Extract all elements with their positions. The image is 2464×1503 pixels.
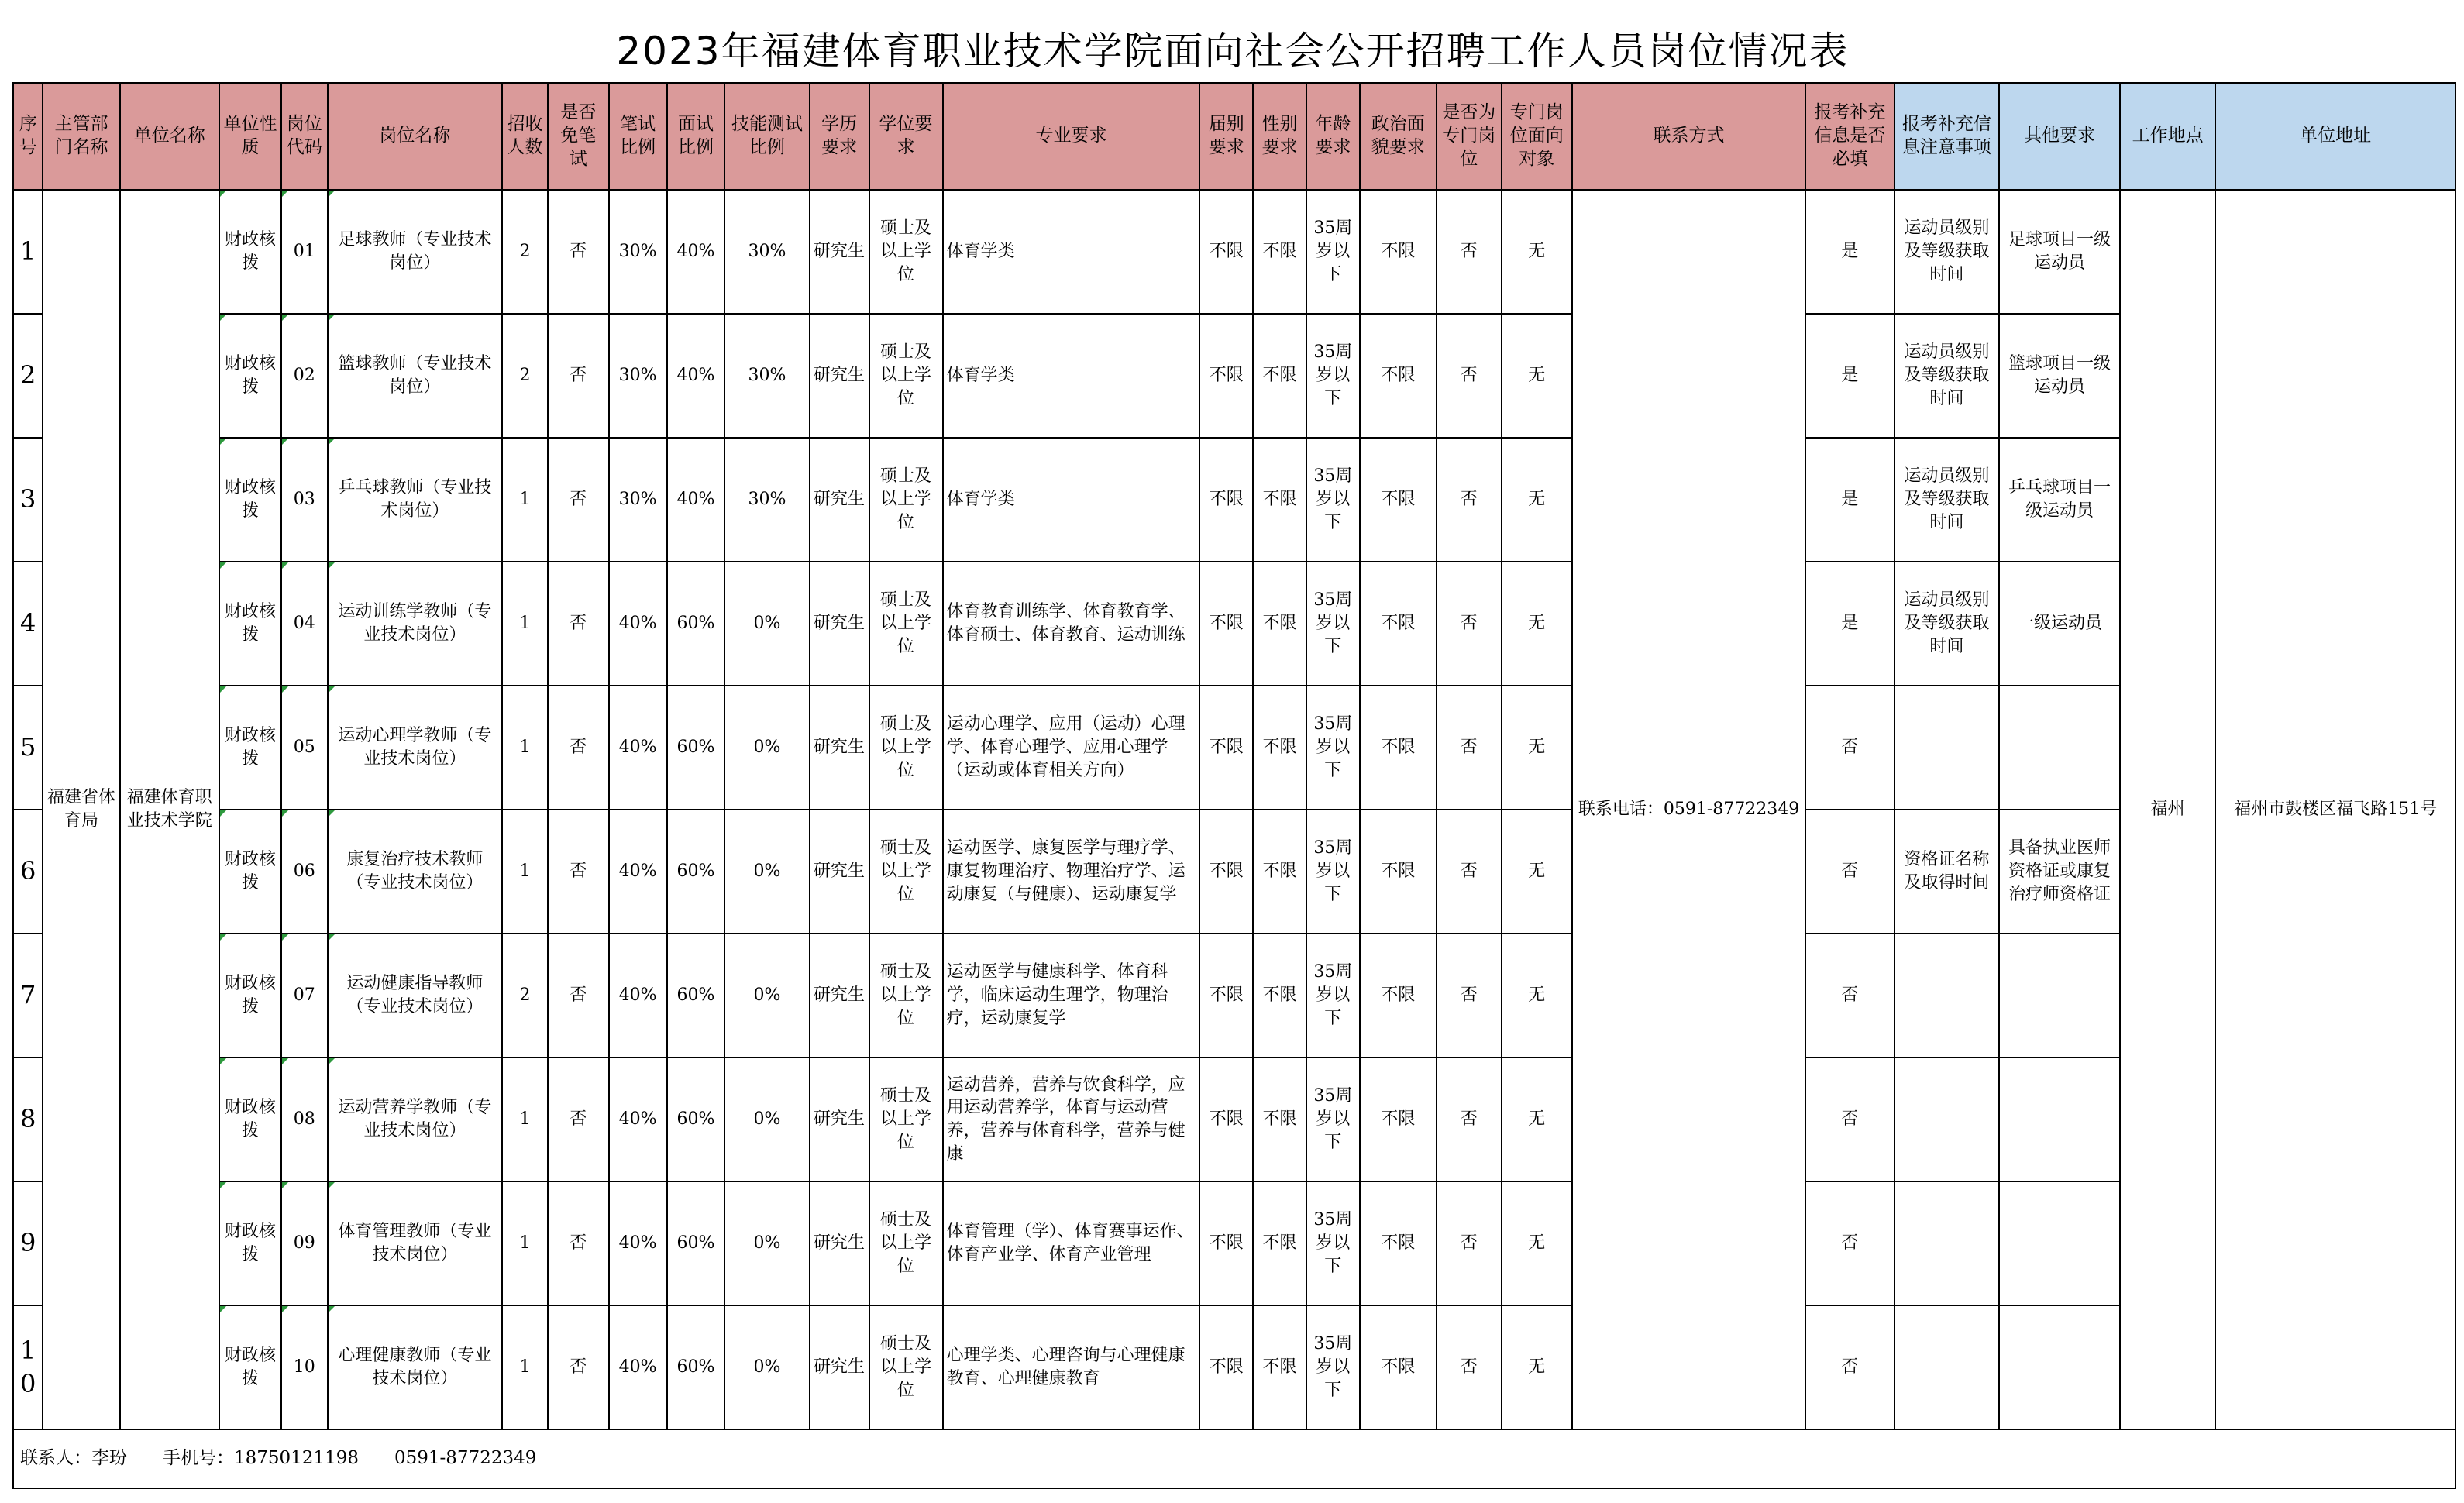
cell-gender: 不限 bbox=[1253, 1181, 1306, 1305]
header-contact: 联系方式 bbox=[1572, 83, 1805, 190]
cell-other bbox=[1999, 1058, 2120, 1181]
cell-degree: 硕士及以上学位 bbox=[869, 314, 943, 438]
cell-exempt: 否 bbox=[548, 438, 609, 562]
cell-count: 1 bbox=[502, 1058, 548, 1181]
cell-name: 运动营养学教师（专业技术岗位） bbox=[328, 1058, 503, 1181]
cell-political: 不限 bbox=[1360, 314, 1437, 438]
header-count: 招收人数 bbox=[502, 83, 548, 190]
cell-gender: 不限 bbox=[1253, 810, 1306, 934]
cell-unit: 福建体育职业技术学院 bbox=[120, 190, 219, 1429]
cell-exempt: 否 bbox=[548, 190, 609, 314]
cell-political: 不限 bbox=[1360, 686, 1437, 810]
header-code: 岗位代码 bbox=[281, 83, 328, 190]
cell-major: 运动心理学、应用（运动）心理学、体育心理学、应用心理学（运动或体育相关方向） bbox=[943, 686, 1200, 810]
cell-degree: 硕士及以上学位 bbox=[869, 1058, 943, 1181]
cell-edu: 研究生 bbox=[810, 438, 869, 562]
cell-political: 不限 bbox=[1360, 1058, 1437, 1181]
cell-gender: 不限 bbox=[1253, 190, 1306, 314]
cell-special: 否 bbox=[1437, 1181, 1502, 1305]
cell-major: 心理学类、心理咨询与心理健康教育、心理健康教育 bbox=[943, 1305, 1200, 1429]
cell-supp: 否 bbox=[1805, 1181, 1894, 1305]
header-interview: 面试比例 bbox=[667, 83, 725, 190]
cell-interview: 60% bbox=[667, 1181, 725, 1305]
cell-other: 一级运动员 bbox=[1999, 562, 2120, 686]
header-edu: 学历要求 bbox=[810, 83, 869, 190]
cell-nature: 财政核拨 bbox=[219, 810, 281, 934]
cell-code: 01 bbox=[281, 190, 328, 314]
cell-interview: 60% bbox=[667, 686, 725, 810]
cell-nature: 财政核拨 bbox=[219, 686, 281, 810]
cell-exempt: 否 bbox=[548, 1305, 609, 1429]
cell-written: 40% bbox=[609, 1305, 667, 1429]
cell-exempt: 否 bbox=[548, 810, 609, 934]
cell-exempt: 否 bbox=[548, 562, 609, 686]
header-dept: 主管部门名称 bbox=[43, 83, 119, 190]
header-other: 其他要求 bbox=[1999, 83, 2120, 190]
cell-supp: 是 bbox=[1805, 438, 1894, 562]
header-special: 是否为专门岗位 bbox=[1437, 83, 1502, 190]
cell-target: 无 bbox=[1502, 1305, 1572, 1429]
cell-interview: 60% bbox=[667, 562, 725, 686]
cell-place: 福州 bbox=[2120, 190, 2215, 1429]
cell-target: 无 bbox=[1502, 314, 1572, 438]
cell-code: 06 bbox=[281, 810, 328, 934]
cell-other bbox=[1999, 686, 2120, 810]
cell-interview: 60% bbox=[667, 810, 725, 934]
cell-degree: 硕士及以上学位 bbox=[869, 438, 943, 562]
header-row bbox=[13, 83, 2455, 190]
cell-age: 35周岁以下 bbox=[1306, 438, 1360, 562]
cell-gender: 不限 bbox=[1253, 934, 1306, 1058]
cell-seq: 3 bbox=[13, 438, 43, 562]
cell-other bbox=[1999, 1181, 2120, 1305]
cell-supp: 否 bbox=[1805, 686, 1894, 810]
header-supp: 报考补充信息是否必填 bbox=[1805, 83, 1894, 190]
table-row bbox=[13, 810, 2455, 934]
cell-nature: 财政核拨 bbox=[219, 1181, 281, 1305]
cell-edu: 研究生 bbox=[810, 810, 869, 934]
cell-grad: 不限 bbox=[1199, 1058, 1253, 1181]
cell-seq: 7 bbox=[13, 934, 43, 1058]
cell-suppnote bbox=[1894, 1058, 2000, 1181]
cell-supp: 否 bbox=[1805, 934, 1894, 1058]
cell-seq: 8 bbox=[13, 1058, 43, 1181]
cell-written: 30% bbox=[609, 438, 667, 562]
cell-written: 30% bbox=[609, 190, 667, 314]
cell-seq: 9 bbox=[13, 1181, 43, 1305]
cell-other: 乒乓球项目一级运动员 bbox=[1999, 438, 2120, 562]
cell-edu: 研究生 bbox=[810, 1058, 869, 1181]
header-grad: 届别要求 bbox=[1199, 83, 1253, 190]
cell-skill: 0% bbox=[724, 1305, 809, 1429]
cell-nature: 财政核拨 bbox=[219, 1058, 281, 1181]
cell-special: 否 bbox=[1437, 314, 1502, 438]
header-exempt: 是否免笔试 bbox=[548, 83, 609, 190]
cell-political: 不限 bbox=[1360, 438, 1437, 562]
cell-grad: 不限 bbox=[1199, 314, 1253, 438]
cell-name: 康复治疗技术教师（专业技术岗位） bbox=[328, 810, 503, 934]
cell-special: 否 bbox=[1437, 190, 1502, 314]
header-suppnote: 报考补充信息注意事项 bbox=[1894, 83, 2000, 190]
cell-name: 足球教师（专业技术岗位） bbox=[328, 190, 503, 314]
cell-grad: 不限 bbox=[1199, 934, 1253, 1058]
cell-seq: 6 bbox=[13, 810, 43, 934]
table-row bbox=[13, 686, 2455, 810]
cell-target: 无 bbox=[1502, 810, 1572, 934]
header-major: 专业要求 bbox=[943, 83, 1200, 190]
cell-count: 2 bbox=[502, 934, 548, 1058]
cell-nature: 财政核拨 bbox=[219, 438, 281, 562]
cell-target: 无 bbox=[1502, 562, 1572, 686]
cell-age: 35周岁以下 bbox=[1306, 934, 1360, 1058]
header-target: 专门岗位面向对象 bbox=[1502, 83, 1572, 190]
cell-special: 否 bbox=[1437, 934, 1502, 1058]
cell-political: 不限 bbox=[1360, 934, 1437, 1058]
cell-code: 03 bbox=[281, 438, 328, 562]
cell-target: 无 bbox=[1502, 1181, 1572, 1305]
cell-nature: 财政核拨 bbox=[219, 314, 281, 438]
cell-interview: 60% bbox=[667, 1058, 725, 1181]
cell-supp: 否 bbox=[1805, 1058, 1894, 1181]
cell-name: 运动心理学教师（专业技术岗位） bbox=[328, 686, 503, 810]
cell-edu: 研究生 bbox=[810, 1305, 869, 1429]
cell-degree: 硕士及以上学位 bbox=[869, 1305, 943, 1429]
cell-written: 40% bbox=[609, 934, 667, 1058]
cell-seq: 5 bbox=[13, 686, 43, 810]
cell-count: 1 bbox=[502, 438, 548, 562]
cell-code: 09 bbox=[281, 1181, 328, 1305]
cell-code: 05 bbox=[281, 686, 328, 810]
header-place: 工作地点 bbox=[2120, 83, 2215, 190]
cell-exempt: 否 bbox=[548, 686, 609, 810]
cell-suppnote: 运动员级别及等级获取时间 bbox=[1894, 314, 2000, 438]
cell-edu: 研究生 bbox=[810, 314, 869, 438]
cell-seq: 4 bbox=[13, 562, 43, 686]
header-unit: 单位名称 bbox=[120, 83, 219, 190]
cell-age: 35周岁以下 bbox=[1306, 314, 1360, 438]
cell-special: 否 bbox=[1437, 686, 1502, 810]
cell-grad: 不限 bbox=[1199, 1305, 1253, 1429]
cell-interview: 40% bbox=[667, 190, 725, 314]
cell-count: 1 bbox=[502, 1181, 548, 1305]
cell-major: 运动医学、康复医学与理疗学、康复物理治疗、物理治疗学、运动康复（与健康）、运动康复学 bbox=[943, 810, 1200, 934]
cell-supp: 是 bbox=[1805, 190, 1894, 314]
cell-skill: 0% bbox=[724, 686, 809, 810]
cell-nature: 财政核拨 bbox=[219, 934, 281, 1058]
cell-suppnote bbox=[1894, 1305, 2000, 1429]
cell-target: 无 bbox=[1502, 1058, 1572, 1181]
cell-major: 体育学类 bbox=[943, 438, 1200, 562]
cell-political: 不限 bbox=[1360, 810, 1437, 934]
cell-edu: 研究生 bbox=[810, 562, 869, 686]
header-age: 年龄要求 bbox=[1306, 83, 1360, 190]
cell-other bbox=[1999, 934, 2120, 1058]
cell-skill: 0% bbox=[724, 810, 809, 934]
table-row bbox=[13, 1305, 2455, 1429]
cell-suppnote: 运动员级别及等级获取时间 bbox=[1894, 438, 2000, 562]
cell-exempt: 否 bbox=[548, 314, 609, 438]
cell-seq: 10 bbox=[13, 1305, 43, 1429]
cell-count: 1 bbox=[502, 810, 548, 934]
cell-age: 35周岁以下 bbox=[1306, 562, 1360, 686]
cell-name: 心理健康教师（专业技术岗位） bbox=[328, 1305, 503, 1429]
cell-political: 不限 bbox=[1360, 1305, 1437, 1429]
footer-contact: 联系人：李玢 手机号：18750121198 0591-87722349 bbox=[13, 1429, 2455, 1488]
cell-special: 否 bbox=[1437, 1305, 1502, 1429]
table-row bbox=[13, 190, 2455, 314]
table-row bbox=[13, 934, 2455, 1058]
cell-nature: 财政核拨 bbox=[219, 190, 281, 314]
cell-written: 40% bbox=[609, 1058, 667, 1181]
header-address: 单位地址 bbox=[2215, 83, 2455, 190]
cell-gender: 不限 bbox=[1253, 438, 1306, 562]
cell-major: 运动医学与健康科学、体育科学，临床运动生理学，物理治疗，运动康复学 bbox=[943, 934, 1200, 1058]
cell-name: 运动训练学教师（专业技术岗位） bbox=[328, 562, 503, 686]
cell-special: 否 bbox=[1437, 562, 1502, 686]
cell-code: 02 bbox=[281, 314, 328, 438]
cell-address: 福州市鼓楼区福飞路151号 bbox=[2215, 190, 2455, 1429]
cell-major: 体育教育训练学、体育教育学、体育硕士、体育教育、运动训练 bbox=[943, 562, 1200, 686]
cell-dept: 福建省体育局 bbox=[43, 190, 119, 1429]
cell-code: 04 bbox=[281, 562, 328, 686]
cell-skill: 0% bbox=[724, 1058, 809, 1181]
cell-suppnote: 资格证名称及取得时间 bbox=[1894, 810, 2000, 934]
table-row bbox=[13, 1058, 2455, 1181]
cell-age: 35周岁以下 bbox=[1306, 190, 1360, 314]
cell-edu: 研究生 bbox=[810, 934, 869, 1058]
cell-nature: 财政核拨 bbox=[219, 1305, 281, 1429]
page-title: 2023年福建体育职业技术学院面向社会公开招聘工作人员岗位情况表 bbox=[616, 29, 1850, 74]
cell-supp: 是 bbox=[1805, 314, 1894, 438]
cell-age: 35周岁以下 bbox=[1306, 1181, 1360, 1305]
cell-target: 无 bbox=[1502, 438, 1572, 562]
recruitment-table bbox=[12, 82, 2456, 1489]
table-row bbox=[13, 562, 2455, 686]
cell-degree: 硕士及以上学位 bbox=[869, 1181, 943, 1305]
table-row bbox=[13, 1181, 2455, 1305]
cell-nature: 财政核拨 bbox=[219, 562, 281, 686]
cell-political: 不限 bbox=[1360, 190, 1437, 314]
cell-edu: 研究生 bbox=[810, 1181, 869, 1305]
cell-gender: 不限 bbox=[1253, 314, 1306, 438]
cell-degree: 硕士及以上学位 bbox=[869, 810, 943, 934]
cell-interview: 40% bbox=[667, 438, 725, 562]
cell-exempt: 否 bbox=[548, 1058, 609, 1181]
header-gender: 性别要求 bbox=[1253, 83, 1306, 190]
cell-name: 运动健康指导教师（专业技术岗位） bbox=[328, 934, 503, 1058]
cell-age: 35周岁以下 bbox=[1306, 1305, 1360, 1429]
cell-grad: 不限 bbox=[1199, 438, 1253, 562]
cell-political: 不限 bbox=[1360, 562, 1437, 686]
cell-written: 40% bbox=[609, 562, 667, 686]
cell-count: 1 bbox=[502, 1305, 548, 1429]
cell-suppnote: 运动员级别及等级获取时间 bbox=[1894, 190, 2000, 314]
header-seq: 序号 bbox=[13, 83, 43, 190]
header-nature: 单位性质 bbox=[219, 83, 281, 190]
cell-grad: 不限 bbox=[1199, 190, 1253, 314]
cell-gender: 不限 bbox=[1253, 1058, 1306, 1181]
cell-code: 10 bbox=[281, 1305, 328, 1429]
cell-name: 篮球教师（专业技术岗位） bbox=[328, 314, 503, 438]
cell-age: 35周岁以下 bbox=[1306, 686, 1360, 810]
cell-major: 体育学类 bbox=[943, 314, 1200, 438]
cell-name: 体育管理教师（专业技术岗位） bbox=[328, 1181, 503, 1305]
cell-special: 否 bbox=[1437, 438, 1502, 562]
cell-code: 07 bbox=[281, 934, 328, 1058]
cell-skill: 0% bbox=[724, 1181, 809, 1305]
cell-exempt: 否 bbox=[548, 934, 609, 1058]
cell-interview: 40% bbox=[667, 314, 725, 438]
cell-suppnote: 运动员级别及等级获取时间 bbox=[1894, 562, 2000, 686]
cell-degree: 硕士及以上学位 bbox=[869, 934, 943, 1058]
cell-count: 2 bbox=[502, 314, 548, 438]
cell-other: 足球项目一级运动员 bbox=[1999, 190, 2120, 314]
cell-supp: 否 bbox=[1805, 810, 1894, 934]
cell-skill: 0% bbox=[724, 934, 809, 1058]
cell-exempt: 否 bbox=[548, 1181, 609, 1305]
cell-contact: 联系电话：0591-87722349 bbox=[1572, 190, 1805, 1429]
table-row bbox=[13, 314, 2455, 438]
cell-age: 35周岁以下 bbox=[1306, 810, 1360, 934]
header-written: 笔试比例 bbox=[609, 83, 667, 190]
cell-skill: 30% bbox=[724, 190, 809, 314]
cell-degree: 硕士及以上学位 bbox=[869, 190, 943, 314]
cell-grad: 不限 bbox=[1199, 810, 1253, 934]
cell-target: 无 bbox=[1502, 686, 1572, 810]
cell-target: 无 bbox=[1502, 934, 1572, 1058]
cell-name: 乒乓球教师（专业技术岗位） bbox=[328, 438, 503, 562]
header-skill: 技能测试比例 bbox=[724, 83, 809, 190]
cell-written: 40% bbox=[609, 1181, 667, 1305]
cell-supp: 否 bbox=[1805, 1305, 1894, 1429]
cell-special: 否 bbox=[1437, 810, 1502, 934]
cell-written: 40% bbox=[609, 810, 667, 934]
cell-supp: 是 bbox=[1805, 562, 1894, 686]
cell-gender: 不限 bbox=[1253, 686, 1306, 810]
cell-suppnote bbox=[1894, 934, 2000, 1058]
cell-political: 不限 bbox=[1360, 1181, 1437, 1305]
cell-degree: 硕士及以上学位 bbox=[869, 562, 943, 686]
cell-suppnote bbox=[1894, 1181, 2000, 1305]
cell-gender: 不限 bbox=[1253, 1305, 1306, 1429]
cell-suppnote bbox=[1894, 686, 2000, 810]
header-political: 政治面貌要求 bbox=[1360, 83, 1437, 190]
cell-age: 35周岁以下 bbox=[1306, 1058, 1360, 1181]
cell-major: 体育学类 bbox=[943, 190, 1200, 314]
cell-count: 2 bbox=[502, 190, 548, 314]
cell-edu: 研究生 bbox=[810, 190, 869, 314]
cell-major: 运动营养，营养与饮食科学，应用运动营养学，体育与运动营养，营养与体育科学，营养与健康 bbox=[943, 1058, 1200, 1181]
header-degree: 学位要求 bbox=[869, 83, 943, 190]
cell-special: 否 bbox=[1437, 1058, 1502, 1181]
cell-target: 无 bbox=[1502, 190, 1572, 314]
footer-row bbox=[13, 1429, 2455, 1488]
cell-gender: 不限 bbox=[1253, 562, 1306, 686]
table-row bbox=[13, 438, 2455, 562]
cell-skill: 30% bbox=[724, 438, 809, 562]
cell-other: 具备执业医师资格证或康复治疗师资格证 bbox=[1999, 810, 2120, 934]
cell-code: 08 bbox=[281, 1058, 328, 1181]
cell-count: 1 bbox=[502, 562, 548, 686]
cell-written: 40% bbox=[609, 686, 667, 810]
cell-skill: 0% bbox=[724, 562, 809, 686]
cell-other bbox=[1999, 1305, 2120, 1429]
cell-interview: 60% bbox=[667, 1305, 725, 1429]
cell-grad: 不限 bbox=[1199, 686, 1253, 810]
cell-written: 30% bbox=[609, 314, 667, 438]
header-name: 岗位名称 bbox=[328, 83, 503, 190]
cell-skill: 30% bbox=[724, 314, 809, 438]
cell-seq: 1 bbox=[13, 190, 43, 314]
cell-grad: 不限 bbox=[1199, 562, 1253, 686]
cell-other: 篮球项目一级运动员 bbox=[1999, 314, 2120, 438]
cell-major: 体育管理（学）、体育赛事运作、体育产业学、体育产业管理 bbox=[943, 1181, 1200, 1305]
cell-seq: 2 bbox=[13, 314, 43, 438]
cell-count: 1 bbox=[502, 686, 548, 810]
cell-degree: 硕士及以上学位 bbox=[869, 686, 943, 810]
cell-edu: 研究生 bbox=[810, 686, 869, 810]
cell-grad: 不限 bbox=[1199, 1181, 1253, 1305]
cell-interview: 60% bbox=[667, 934, 725, 1058]
